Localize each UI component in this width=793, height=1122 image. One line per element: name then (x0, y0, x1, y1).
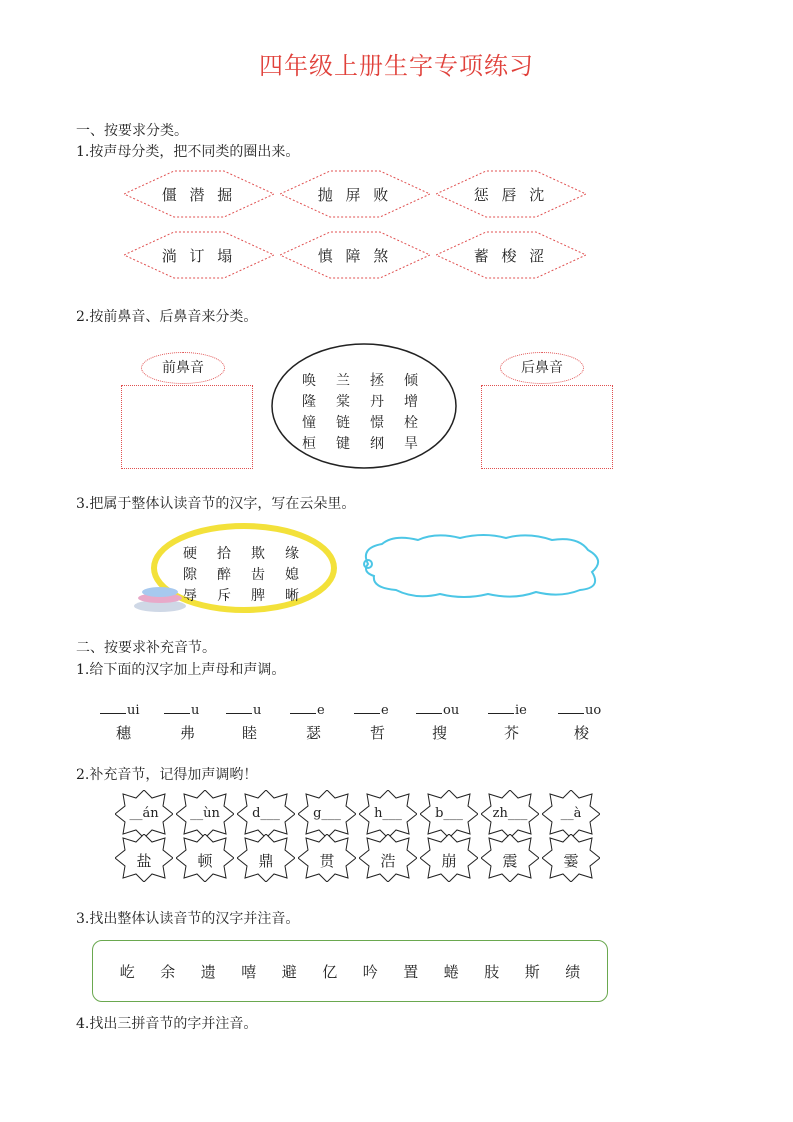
pinyin-blank[interactable] (488, 703, 527, 718)
q2-4-text: 4.找出三拼音节的字并注音。 (76, 1016, 258, 1032)
char: 键 (336, 436, 350, 452)
star-pinyin-text: zh___ (492, 806, 528, 821)
blank-line (164, 713, 190, 714)
diamond-text: 惩 唇 沈 (473, 186, 549, 204)
front-nasal-answer-box[interactable] (121, 385, 253, 469)
q2-2-text: 2.补充音节，记得加声调哟！ (76, 767, 258, 783)
char: 亿 (322, 963, 338, 981)
star-pinyin[interactable] (298, 790, 356, 838)
char: 吟 (362, 963, 378, 981)
char: 脾 (251, 588, 265, 604)
char: 兰 (336, 373, 350, 389)
char: 绩 (565, 963, 581, 981)
star-pinyin-text: b___ (435, 806, 463, 821)
char: 欺 (251, 546, 265, 562)
front-nasal-label: 前鼻音 (141, 352, 225, 384)
star-pinyin-text: g___ (313, 806, 341, 821)
star-char (298, 834, 356, 882)
char: 辱 (183, 588, 197, 604)
star-pinyin-text: h___ (374, 806, 402, 821)
star-char-text: 崩 (441, 852, 457, 870)
star-pinyin-text: d___ (252, 806, 280, 821)
char: 憧 (302, 415, 316, 431)
target-char: 穗 (116, 724, 132, 742)
section1-heading: 一、按要求分类。 (76, 123, 188, 139)
star-char (176, 834, 234, 882)
pinyin-final: ui (127, 703, 140, 718)
star-char-text: 霎 (563, 852, 579, 870)
star-pinyin[interactable] (237, 790, 295, 838)
star-char (115, 834, 173, 882)
char: 余 (160, 963, 176, 981)
q2-1-text: 1.给下面的汉字加上声母和声调。 (76, 662, 286, 678)
back-nasal-label: 后鼻音 (500, 352, 584, 384)
blank-line (100, 713, 126, 714)
pinyin-final: ou (443, 703, 460, 718)
char: 硬 (183, 546, 197, 562)
char: 倾 (404, 373, 418, 389)
pinyin-final: u (191, 703, 200, 718)
star-pinyin[interactable] (481, 790, 539, 838)
target-char: 瑟 (306, 724, 322, 742)
star-pinyin[interactable] (176, 790, 234, 838)
q2-3-text: 3.找出整体认读音节的汉字并注音。 (76, 911, 300, 927)
char: 拾 (217, 546, 231, 562)
star-char-text: 贯 (319, 852, 335, 870)
target-char: 搜 (432, 724, 448, 742)
char: 链 (336, 415, 350, 431)
char: 隙 (183, 567, 197, 583)
pinyin-final: ie (515, 703, 527, 718)
diamond-group-1 (124, 170, 274, 218)
char: 醉 (217, 567, 231, 583)
blank-line (226, 713, 252, 714)
star-char-text: 顿 (197, 852, 213, 870)
diamond-text: 蓄 梭 涩 (473, 247, 549, 265)
blank-line (354, 713, 380, 714)
diamond-group-5 (280, 231, 430, 279)
blank-line (488, 713, 514, 714)
blank-line (290, 713, 316, 714)
star-pinyin[interactable] (359, 790, 417, 838)
char: 避 (281, 963, 297, 981)
q1-3-text: 3.把属于整体认读音节的汉字，写在云朵里。 (76, 496, 356, 512)
target-char: 弗 (180, 724, 196, 742)
diamond-group-6 (436, 231, 586, 279)
char: 斯 (524, 963, 540, 981)
char: 隆 (302, 394, 316, 410)
star-char (542, 834, 600, 882)
diamond-group-2 (280, 170, 430, 218)
pinyin-blank[interactable] (164, 703, 199, 718)
pinyin-blank[interactable] (100, 703, 140, 718)
whole-syllable-char-box (92, 940, 608, 1002)
pinyin-final: u (253, 703, 262, 718)
star-pinyin-text: __à (560, 806, 582, 821)
syllable-char-grid (183, 543, 299, 606)
star-pinyin[interactable] (420, 790, 478, 838)
star-pinyin-text: __án (129, 806, 159, 821)
char: 屹 (119, 963, 135, 981)
char: 拯 (370, 373, 384, 389)
char: 媳 (285, 567, 299, 583)
page-title: 四年级上册生字专项练习 (259, 52, 534, 80)
pinyin-final: e (381, 703, 389, 718)
target-char: 哲 (370, 724, 386, 742)
char: 增 (404, 394, 418, 410)
pinyin-blank[interactable] (226, 703, 261, 718)
pinyin-blank[interactable] (354, 703, 389, 718)
star-char (420, 834, 478, 882)
diamond-text: 僵 潜 掘 (161, 186, 237, 204)
blank-line (558, 713, 584, 714)
char: 唤 (302, 373, 316, 389)
pinyin-blank[interactable] (290, 703, 325, 718)
char: 斥 (217, 588, 231, 604)
diamond-text: 慎 障 煞 (317, 247, 393, 265)
char: 桓 (302, 436, 316, 452)
star-char (481, 834, 539, 882)
q1-2-text: 2.按前鼻音、后鼻音来分类。 (76, 309, 258, 325)
blank-line (416, 713, 442, 714)
star-char-text: 震 (502, 852, 518, 870)
cloud-answer-box[interactable] (356, 532, 608, 600)
star-pinyin-text: __ùn (190, 806, 220, 821)
diamond-text: 淌 订 塌 (161, 247, 237, 265)
target-char: 梭 (574, 724, 590, 742)
char: 旱 (404, 436, 418, 452)
diamond-text: 抛 屏 败 (317, 186, 393, 204)
star-char (237, 834, 295, 882)
star-char-text: 浩 (380, 852, 396, 870)
diamond-group-3 (436, 170, 586, 218)
char: 晰 (285, 588, 299, 604)
pinyin-final: uo (585, 703, 602, 718)
char: 置 (403, 963, 419, 981)
pinyin-blank[interactable] (558, 703, 601, 718)
diamond-group-4 (124, 231, 274, 279)
nasal-char-grid (302, 370, 418, 454)
pinyin-blank[interactable] (416, 703, 459, 718)
char: 栓 (404, 415, 418, 431)
char: 肢 (484, 963, 500, 981)
star-pinyin[interactable] (115, 790, 173, 838)
back-nasal-answer-box[interactable] (481, 385, 613, 469)
char: 齿 (251, 567, 265, 583)
pinyin-final: e (317, 703, 325, 718)
char: 遗 (200, 963, 216, 981)
char: 蜷 (443, 963, 459, 981)
star-char-text: 鼎 (258, 852, 274, 870)
char: 棠 (336, 394, 350, 410)
q1-1-text: 1.按声母分类，把不同类的圈出来。 (76, 144, 300, 160)
char: 憬 (370, 415, 384, 431)
star-char-text: 盐 (136, 852, 152, 870)
target-char: 芥 (504, 724, 520, 742)
target-char: 睦 (242, 724, 258, 742)
section2-heading: 二、按要求补充音节。 (76, 640, 216, 656)
char: 纲 (370, 436, 384, 452)
char: 丹 (370, 394, 384, 410)
star-char (359, 834, 417, 882)
char: 缘 (285, 546, 299, 562)
char: 嘻 (241, 963, 257, 981)
star-pinyin[interactable] (542, 790, 600, 838)
